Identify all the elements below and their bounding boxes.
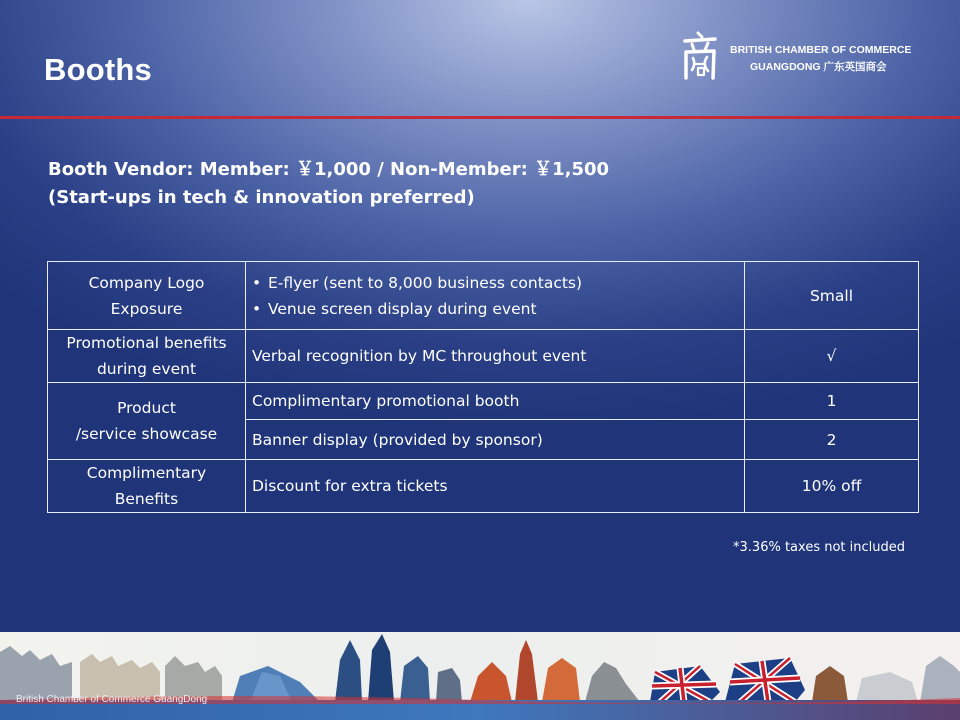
footer-banner xyxy=(0,632,960,720)
category-label: during event xyxy=(96,360,197,378)
table-row-promotional xyxy=(48,330,919,383)
benefit-bullet-list xyxy=(252,270,738,322)
category-label: /service showcase xyxy=(75,425,218,443)
bullet-item: • E-flyer (sent to 8,000 business contacts) xyxy=(252,270,738,296)
benefit-cell: Verbal recognition by MC throughout event xyxy=(246,330,745,383)
logo-title: BRITISH CHAMBER OF COMMERCE xyxy=(730,44,912,56)
booth-preference-line: (Start-ups in tech & innovation preferred) xyxy=(48,187,475,208)
category-label: Exposure xyxy=(110,299,183,318)
booth-pricing xyxy=(48,156,908,212)
category-label: Promotional benefits xyxy=(66,334,227,352)
table-row-complimentary xyxy=(48,460,919,513)
value-cell: √ xyxy=(745,330,919,383)
bccg-logo xyxy=(680,30,930,86)
category-cell xyxy=(48,262,246,330)
table-row-logo-exposure xyxy=(48,262,919,330)
benefit-cell: Complimentary promotional booth xyxy=(246,383,745,420)
category-cell xyxy=(48,330,246,383)
benefit-cell: Banner display (provided by sponsor) xyxy=(246,420,745,460)
logo-subtitle: GUANGDONG 广东英国商会 xyxy=(750,61,887,73)
value-cell: Small xyxy=(745,262,919,330)
tax-note: *3.36% taxes not included xyxy=(733,540,905,555)
value-cell: 10% off xyxy=(745,460,919,513)
slide-title: Booths xyxy=(44,52,152,87)
category-label: Complimentary xyxy=(86,464,207,482)
value-cell: 2 xyxy=(745,420,919,460)
footer-label: British Chamber of Commerce GuangDong xyxy=(16,694,208,705)
bullet-item: • Venue screen display during event xyxy=(252,296,738,322)
category-label: Benefits xyxy=(114,490,179,508)
category-label: Product xyxy=(117,399,176,417)
benefit-cell: Discount for extra tickets xyxy=(246,460,745,513)
category-cell xyxy=(48,460,246,513)
chinese-seal-character-logo-icon xyxy=(680,30,720,82)
title-divider xyxy=(0,116,960,119)
booth-price-line: Booth Vendor: Member: ￥1,000 / Non-Member: ￥1,500 xyxy=(48,159,610,180)
category-cell xyxy=(48,383,246,460)
benefit-cell xyxy=(246,262,745,330)
category-label: Company Logo xyxy=(88,273,205,292)
table-row-showcase xyxy=(48,383,919,420)
city-skyline-collage-icon xyxy=(0,632,960,720)
value-cell: 1 xyxy=(745,383,919,420)
benefits-table xyxy=(47,261,919,513)
